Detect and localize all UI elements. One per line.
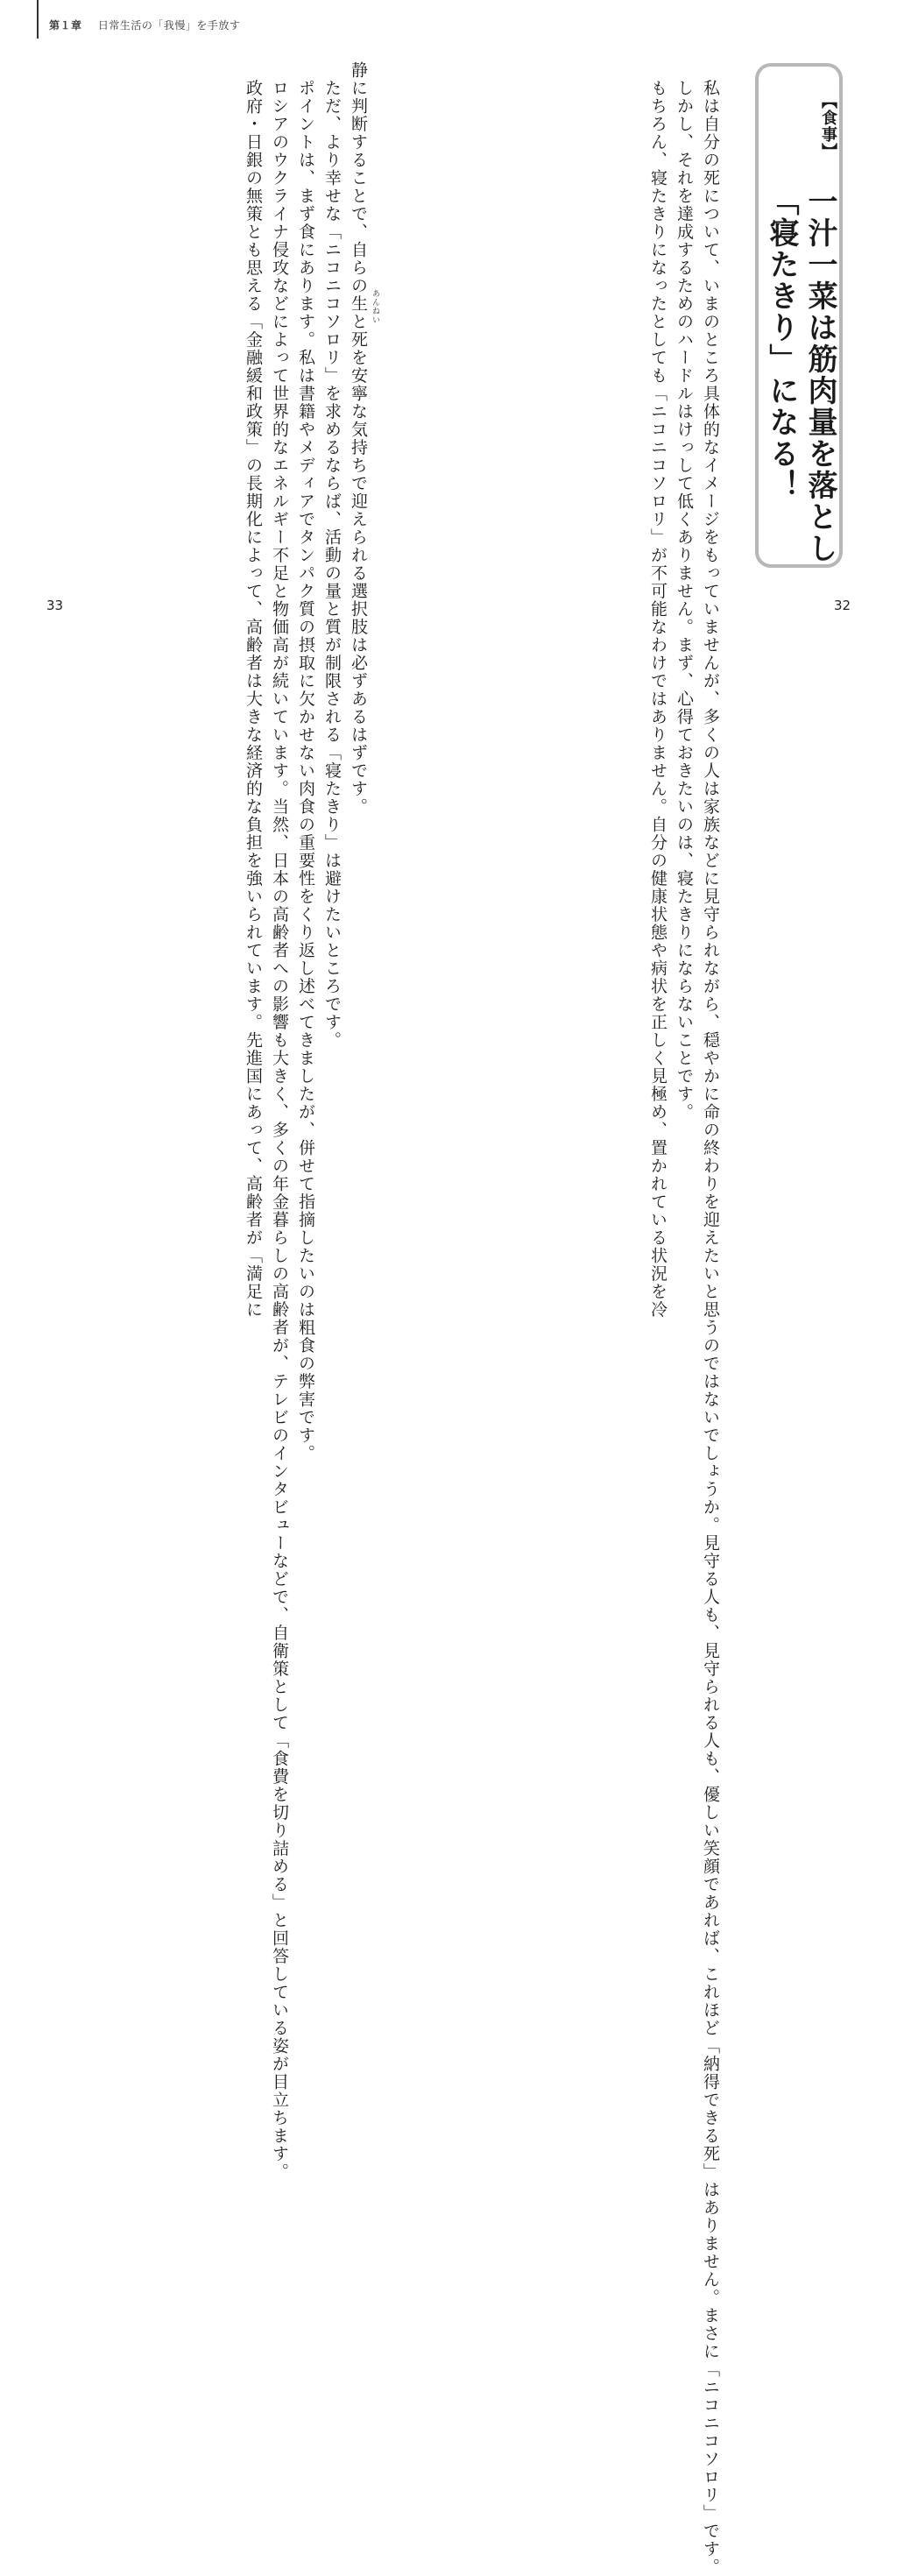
paragraph: もちろん、寝たきりになったとしても「ニコニコソロリ」が不可能なわけではありません。自分の健康状態や病状を正しく見極め、置かれている状況を冷 [648, 61, 667, 1319]
running-header [49, 18, 240, 32]
right-page-body [526, 61, 724, 2576]
paragraph: しかし、それを達成するためのハードルはけっして低くありません。まず、心得ておきたいのは、寝たきりにならないことです。 [675, 61, 694, 1122]
section-label: 【食事】 [819, 93, 837, 159]
header-rule [37, 0, 39, 39]
furigana-annenai: あんねい [371, 289, 379, 324]
chapter-title: 日常生活の「我慢」を手放す [97, 19, 241, 32]
section-headline [762, 186, 839, 564]
section-title-box [755, 63, 843, 568]
paragraph: 政府・日銀の無策とも思える「金融緩和政策」の長期化によって、高齢者は大きな経済的な負担を強いられています。先進国にあって、高齢者が「満足に [244, 61, 263, 1319]
paragraph: ロシアのウクライナ侵攻などによって世界的なエネルギー不足と物価高が続いています。当然、日本の高齢者への影響も大きく、多くの年金暮らしの高齢者が、テレビのインタビューなどで、自衛策として「食費を切り詰める」と回答している姿が目立ちます。 [270, 61, 289, 2181]
headline-line-1: 一汁一菜は筋肉量を落とし [802, 186, 837, 564]
paragraph: 私は自分の死について、いまのところ具体的なイメージをもっていませんが、多くの人は家族などに見守られながら、穏やかに命の終わりを迎えたいと思うのではないでしょうか。見守る人も、見守られる人も、優しい笑顔であれば、これほど「納得できる死」はありません。まさに「ニコニコソロリ」です。 [701, 61, 720, 2576]
paragraph: 静に判断することで、自らの生と死を安寧な気持ちで迎えられる選択肢は必ずあるはずです。 [349, 61, 368, 816]
page-number-right: 32 [834, 598, 851, 613]
headline-line-2: 「寝たきり」になる！ [764, 186, 799, 501]
page-number-left: 33 [46, 598, 64, 613]
paragraph: ただ、より幸せな「ニコニコソロリ」を求めるならば、活動の量と質が制限される「寝たきり」は避けたいところです。 [322, 61, 342, 1050]
paragraph: ポイントは、まず食にあります。私は書籍やメディアでタンパク質の摂取に欠かせない肉食の重要性をくり返し述べてきましたが、併せて指摘したいのは粗食の弊害です。 [296, 61, 315, 1462]
chapter-number: 第１章 [49, 19, 82, 32]
